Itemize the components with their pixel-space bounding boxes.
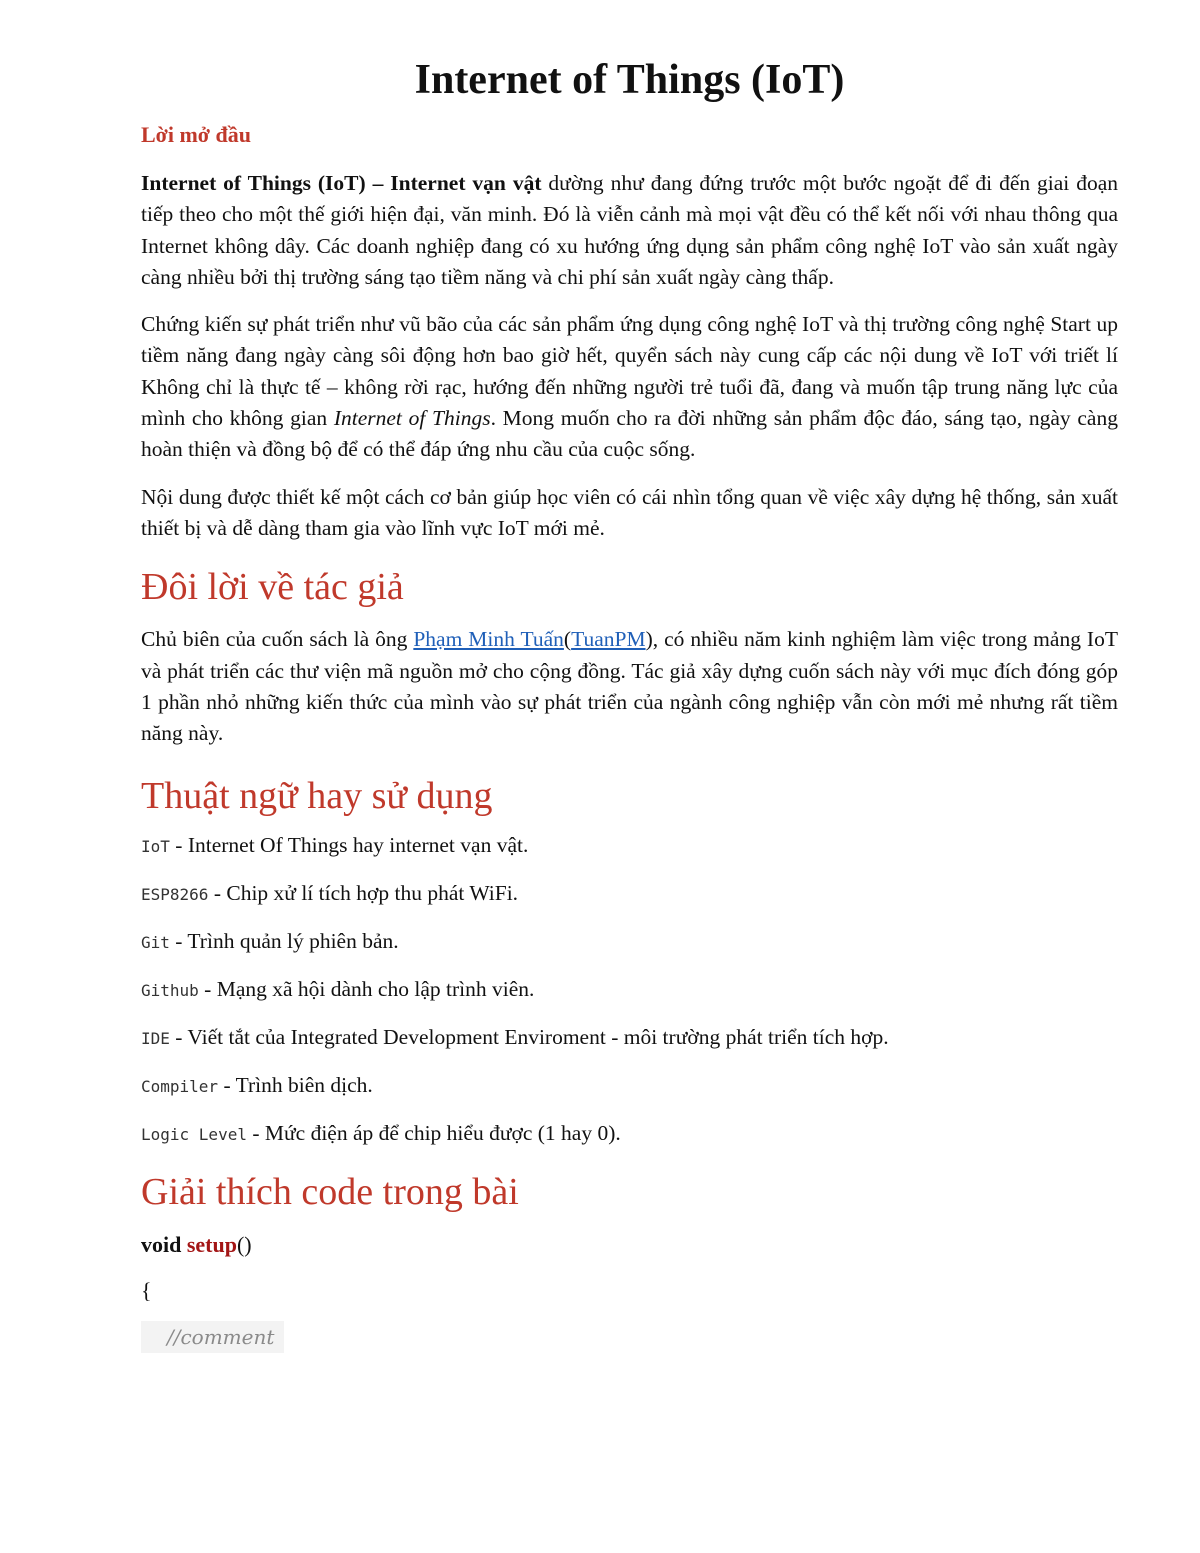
term-row [141, 925, 1118, 959]
term-row [141, 973, 1118, 1007]
intro-paragraph [141, 168, 1118, 293]
term-description: - Trình quản lý phiên bản. [169, 929, 399, 954]
intro-bold-lead: Internet of Things (IoT) – Internet vạn vật [141, 171, 542, 195]
terms-heading: Thuật ngữ hay sử dụng [141, 775, 493, 818]
term-description: - Mức điện áp để chip hiểu được (1 hay 0). [246, 1121, 621, 1146]
author-heading: Đôi lời về tác giả [141, 566, 404, 609]
term-code: ESP8266 [141, 885, 209, 905]
term-description: - Trình biên dịch. [218, 1073, 373, 1098]
author-name-link[interactable]: Phạm Minh Tuấn [413, 627, 564, 652]
paragraph-2 [141, 309, 1118, 465]
code-brace-line: { [141, 1278, 152, 1304]
term-row [141, 877, 1118, 911]
term-code: IDE [141, 1029, 170, 1049]
term-description: - Internet Of Things hay internet vạn vật. [169, 833, 529, 858]
paragraph-2-emphasis: Internet of Things [333, 406, 491, 431]
term-description: - Mạng xã hội dành cho lập trình viên. [198, 977, 535, 1002]
code-function-name: setup [186, 1232, 237, 1258]
author-paragraph [141, 624, 1118, 749]
author-text-b: ), có nhiều năm kinh nghiệm làm việc trong mảng IoT và phát triển các thư viện mã nguồn mở cho cộng đồng. Tác giả xây dựng cuốn sách này với mục đích đóng góp 1 phần nhỏ những kiến thức của mình vào sự phát triển của ngành công nghiệp vẫn còn mới mẻ nhưng rất tiềm năng này. [141, 627, 1118, 746]
term-row [141, 1069, 1118, 1103]
code-comment: //comment [141, 1321, 284, 1353]
term-code: Logic Level [141, 1125, 247, 1145]
page-title: Internet of Things (IoT) [414, 57, 845, 103]
paragraph-3: Nội dung được thiết kế một cách cơ bản giúp học viên có cái nhìn tổng quan về việc xây dựng hệ thống, sản xuất thiết bị và dễ dàng tham gia vào lĩnh vực IoT mới mẻ. [141, 484, 1118, 540]
code-heading: Giải thích code trong bài [141, 1171, 519, 1214]
term-code: Github [141, 981, 199, 1001]
term-row [141, 1021, 1118, 1055]
code-parens: () [236, 1232, 252, 1258]
paragraph-2-text-b: . Mong muốn cho ra đời những sản phẩm độc đáo, sáng tạo, ngày càng hoàn thiện và đồng bộ để có thể đáp ứng nhu cầu của cuộc sống. [141, 406, 1118, 462]
paragraph-2-text-a: Chứng kiến sự phát triển như vũ bão của các sản phẩm ứng dụng công nghệ IoT và thị trường công nghệ Start up tiềm năng đang ngày càng sôi động hơn bao giờ hết, quyển sách này cung cấp các nội dung về IoT với triết lí Không chỉ là thực tế – không rời rạc, hướng đến những người trẻ tuổi đã, đang và muốn tập trung năng lực của mình cho không gian [141, 312, 1118, 431]
terms-list [141, 829, 1118, 1151]
term-row [141, 829, 1118, 863]
author-text-a: Chủ biên của cuốn sách là ông [141, 627, 414, 652]
term-description: - Chip xử lí tích hợp thu phát WiFi. [208, 881, 519, 906]
term-code: IoT [141, 837, 170, 857]
term-row [141, 1117, 1118, 1151]
intro-text: dường như đang đứng trước một bước ngoặt để đi đến giai đoạn tiếp theo cho một thế giới hiện đại, văn minh. Đó là viễn cảnh mà mọi vật đều có thể kết nối với nhau thông qua Internet không dây. Các doanh nghiệp đang có xu hướng ứng dụng sản phẩm công nghệ IoT vào sản xuất ngày càng nhiều bởi thị trường sáng tạo tiềm năng và chi phí sản xuất ngày càng thấp. [141, 171, 1119, 289]
code-keyword: void [141, 1232, 182, 1258]
author-handle-link[interactable]: TuanPM [571, 627, 646, 652]
author-paren-open: ( [563, 627, 572, 652]
term-code: Compiler [141, 1077, 219, 1097]
term-description: - Viết tắt của Integrated Development Enviroment - môi trường phát triển tích hợp. [169, 1025, 889, 1050]
code-setup-line [141, 1229, 1118, 1261]
term-code: Git [141, 933, 170, 953]
preface-heading: Lời mở đầu [141, 122, 251, 147]
